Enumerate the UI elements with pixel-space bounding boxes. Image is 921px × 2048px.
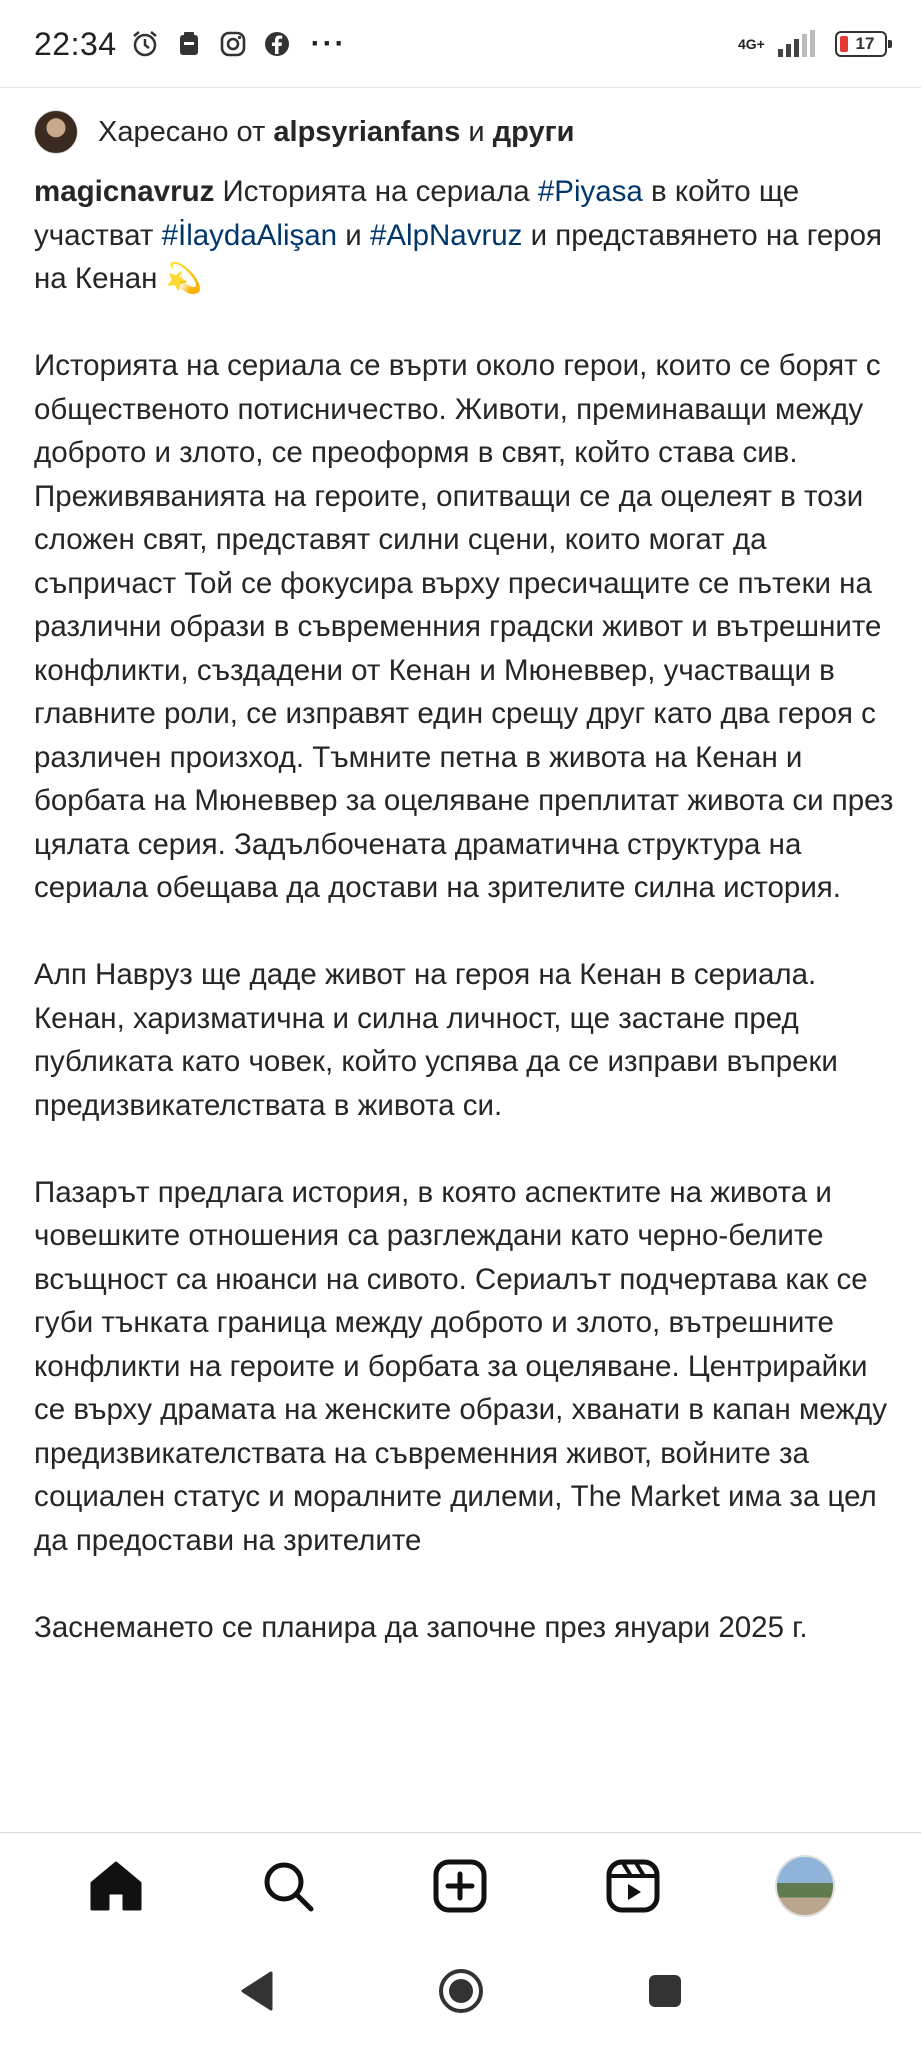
- recents-icon[interactable]: [645, 1971, 685, 2016]
- home-icon[interactable]: [86, 1856, 146, 1916]
- caption-paragraph: Заснемането се планира да започне през януари 2025 г.: [34, 1610, 808, 1644]
- reels-icon[interactable]: [603, 1856, 663, 1916]
- caption-paragraph: Пазарът предлага история, в която аспектите на живота и човешките отношения са разглеждани като черно-белите всъщност са нюанси на сивото. Сериалът подчертава как се губи тънката граница между доброто и злото, вътрешните конфликти на героите и борбата за оцеляване. Центрирайки се върху драмата на женските образи, хванати в капан между предизвикателствата на съвременния живот, войните за социален статус и моралните дилеми, The Market има за цел да предостави на зрителите: [34, 1175, 888, 1557]
- bottom-nav: [0, 1833, 921, 1938]
- more-notifications: ···: [310, 27, 347, 60]
- likes-row[interactable]: [34, 100, 894, 164]
- caption-text: и представянето на героя на Кенан 💫: [34, 218, 883, 295]
- status-bar: [0, 0, 921, 88]
- hashtag-alp[interactable]: #AlpNavruz: [369, 218, 523, 252]
- likes-mid: и: [460, 115, 493, 148]
- network-type: 4G+: [738, 36, 765, 52]
- hashtag-ilayda[interactable]: #İlaydaAlişan: [161, 218, 338, 252]
- home-circle-icon[interactable]: [437, 1967, 485, 2020]
- likes-prefix: Харесано от: [98, 115, 274, 148]
- caption-username[interactable]: magicnavruz: [34, 175, 215, 208]
- bank-card-icon: [173, 28, 205, 60]
- likes-user-link[interactable]: alpsyrianfans: [273, 115, 461, 148]
- alarm-icon: [129, 28, 161, 60]
- facebook-icon: [261, 28, 293, 60]
- profile-avatar[interactable]: [775, 1856, 835, 1916]
- caption-paragraph: Алп Навруз ще даде живот на героя на Кенан в сериала. Кенан, харизматична и силна личност, ще застане пред публиката като човек, който успява да се изправи въпреки предизвикателствата в живота си.: [34, 958, 838, 1122]
- likes-others-link[interactable]: други: [492, 115, 575, 148]
- caption-text: в който ще участват: [34, 175, 800, 252]
- search-icon[interactable]: [258, 1856, 318, 1916]
- divider: [0, 87, 921, 88]
- system-nav: [0, 1938, 921, 2048]
- back-icon[interactable]: [237, 1969, 277, 2018]
- caption-intro: [34, 170, 894, 301]
- caption-paragraph: Историята на сериала се върти около герои, които се борят с общественото потисничество. Животи, преминаващи между доброто и злото, се преоформя в свят, който става сив. Преживяванията на героите, опитващи се да оцелеят в този сложен свят, представят силни сцени, които могат да съпричаст Той се фокусира върху пресичащите се пътеки на различни образи в съвременния градски живот и вътрешните конфликти, създадени от Кенан и Мюневвер, участващи в главните роли, се изправят един срещу друг като два героя с различен произход. Тъмните петна в живота на Кенан и борбата на Мюневвер за оцеляване преплитат живота си през цялата серия. Задълбочената драматична структура на сериала обещава да достави на зрителите силна история.: [34, 349, 894, 904]
- caption-text: и: [337, 218, 370, 252]
- battery-icon: [835, 31, 887, 57]
- hashtag-piyasa[interactable]: #Piyasa: [537, 175, 643, 208]
- caption: [34, 170, 894, 1649]
- instagram-icon: [217, 28, 249, 60]
- post-content: [34, 100, 894, 1649]
- status-time: 22:34: [34, 25, 117, 62]
- battery-level: 17: [855, 34, 875, 53]
- caption-text: Историята на сериала: [214, 175, 538, 208]
- signal-icon: [778, 31, 815, 57]
- create-post-icon[interactable]: [430, 1856, 490, 1916]
- liker-avatar[interactable]: [34, 110, 78, 154]
